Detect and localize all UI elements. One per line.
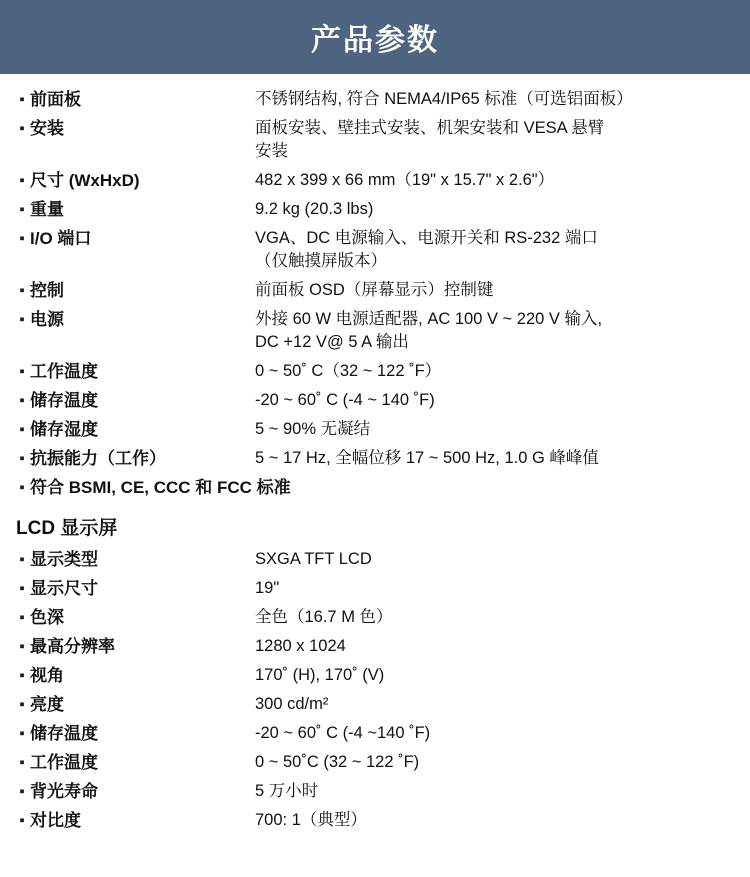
spec-value [255, 751, 736, 774]
spec-value [255, 693, 736, 716]
spec-label: 最高分辨率 [30, 637, 115, 656]
spec-row [14, 693, 736, 716]
bullet-icon [14, 279, 30, 302]
spec-value-line: 700: 1（典型） [255, 811, 367, 829]
bullet-icon [14, 577, 30, 600]
spec-label: 色深 [30, 608, 64, 627]
spec-label: 对比度 [30, 811, 81, 830]
bullet-icon [14, 751, 30, 774]
bullet-icon [14, 308, 30, 331]
spec-value [255, 577, 736, 600]
spec-label: 亮度 [30, 695, 64, 714]
spec-value-line: 482 x 399 x 66 mm（19" x 15.7" x 2.6"） [255, 171, 555, 189]
spec-value [255, 722, 736, 745]
spec-label: 显示类型 [30, 550, 98, 569]
bullet-icon [14, 360, 30, 383]
spec-value-line: 5 ~ 17 Hz, 全幅位移 17 ~ 500 Hz, 1.0 G 峰峰值 [255, 449, 599, 467]
spec-label: 储存湿度 [30, 420, 98, 439]
spec-value-line: VGA、DC 电源输入、电源开关和 RS-232 端口 [255, 229, 598, 247]
spec-value-line: 前面板 OSD（屏幕显示）控制键 [255, 281, 494, 299]
spec-value-line: 300 cd/m² [255, 695, 329, 713]
spec-value-line: SXGA TFT LCD [255, 550, 372, 568]
bullet-icon [14, 117, 30, 140]
spec-label: 工作温度 [30, 362, 98, 381]
spec-value [255, 389, 736, 412]
spec-value [255, 606, 736, 629]
bullet-icon [14, 447, 30, 470]
spec-row [14, 447, 736, 470]
spec-label: 视角 [30, 666, 64, 685]
bullet-icon [14, 780, 30, 803]
spec-row [14, 418, 736, 441]
spec-value-line: 1280 x 1024 [255, 637, 346, 655]
spec-value [255, 780, 736, 803]
spec-value [255, 418, 736, 441]
bullet-icon [14, 693, 30, 716]
bullet-icon [14, 606, 30, 629]
spec-label: I/O 端口 [30, 229, 92, 248]
spec-value [255, 169, 736, 192]
spec-row-compliance [14, 476, 736, 499]
spec-label: 尺寸 (WxHxD) [30, 171, 140, 190]
spec-value [255, 809, 736, 832]
spec-label: 工作温度 [30, 753, 98, 772]
bullet-icon [14, 722, 30, 745]
spec-value-line: 5 ~ 90% 无凝结 [255, 420, 371, 438]
bullet-icon [14, 389, 30, 412]
spec-content [0, 74, 750, 832]
bullet-icon [14, 198, 30, 221]
bullet-icon [14, 635, 30, 658]
spec-row [14, 548, 736, 571]
spec-row [14, 169, 736, 192]
spec-label: 储存温度 [30, 391, 98, 410]
spec-row [14, 389, 736, 412]
bullet-icon [14, 88, 30, 111]
spec-value [255, 227, 736, 273]
spec-value [255, 548, 736, 571]
bullet-icon [14, 548, 30, 571]
spec-value-line: 9.2 kg (20.3 lbs) [255, 200, 374, 218]
spec-row [14, 635, 736, 658]
section-lcd [14, 513, 736, 832]
spec-value-line: 5 万小时 [255, 782, 319, 800]
bullet-icon [14, 664, 30, 687]
spec-row [14, 809, 736, 832]
bullet-icon [14, 476, 30, 499]
spec-value-line: -20 ~ 60˚ C (-4 ~ 140 ˚F) [255, 391, 435, 409]
spec-value-line: DC +12 V@ 5 A 输出 [255, 333, 409, 351]
spec-row [14, 88, 736, 111]
spec-label: 符合 BSMI, CE, CCC 和 FCC 标准 [30, 478, 291, 497]
spec-label: 控制 [30, 281, 64, 300]
spec-value [255, 308, 736, 354]
spec-row [14, 227, 736, 273]
bullet-icon [14, 227, 30, 250]
spec-value-line: 0 ~ 50˚ C（32 ~ 122 ˚F） [255, 362, 442, 380]
section-heading-lcd: LCD 显示屏 [16, 518, 118, 539]
spec-row [14, 780, 736, 803]
spec-value [255, 635, 736, 658]
spec-value [255, 117, 736, 163]
spec-row [14, 308, 736, 354]
spec-value-line: 0 ~ 50˚C (32 ~ 122 ˚F) [255, 753, 420, 771]
spec-value-line: 全色（16.7 M 色） [255, 608, 393, 626]
spec-value [255, 447, 736, 470]
bullet-icon [14, 418, 30, 441]
spec-value-line: 安装 [255, 142, 288, 160]
page-title: 产品参数 [311, 24, 439, 57]
spec-value [255, 360, 736, 383]
spec-value [255, 664, 736, 687]
spec-value [255, 198, 736, 221]
spec-value [255, 279, 736, 302]
spec-label: 抗振能力（工作） [30, 449, 166, 468]
spec-value-line: 不锈钢结构, 符合 NEMA4/IP65 标准（可选铝面板） [255, 90, 633, 108]
spec-value-line: 外接 60 W 电源适配器, AC 100 V ~ 220 V 输入, [255, 310, 603, 328]
spec-label: 储存温度 [30, 724, 98, 743]
spec-row [14, 722, 736, 745]
spec-value-line: 19" [255, 579, 280, 597]
spec-row [14, 751, 736, 774]
spec-value-line: -20 ~ 60˚ C (-4 ~140 ˚F) [255, 724, 431, 742]
spec-row [14, 117, 736, 163]
spec-value-line: 面板安装、壁挂式安装、机架安装和 VESA 悬臂 [255, 119, 605, 137]
spec-row [14, 606, 736, 629]
spec-label: 安装 [30, 119, 64, 138]
spec-label: 前面板 [30, 90, 81, 109]
spec-row [14, 664, 736, 687]
bullet-icon [14, 809, 30, 832]
spec-row [14, 279, 736, 302]
section-general [14, 88, 736, 499]
spec-value-line: 170˚ (H), 170˚ (V) [255, 666, 385, 684]
spec-value-line: （仅触摸屏版本） [255, 252, 387, 270]
spec-row [14, 198, 736, 221]
spec-label: 显示尺寸 [30, 579, 98, 598]
spec-label: 背光寿命 [30, 782, 98, 801]
spec-row [14, 577, 736, 600]
bullet-icon [14, 169, 30, 192]
page-header [0, 0, 750, 74]
spec-label: 重量 [30, 200, 64, 219]
spec-row [14, 360, 736, 383]
spec-value [255, 88, 736, 111]
spec-label: 电源 [30, 310, 64, 329]
